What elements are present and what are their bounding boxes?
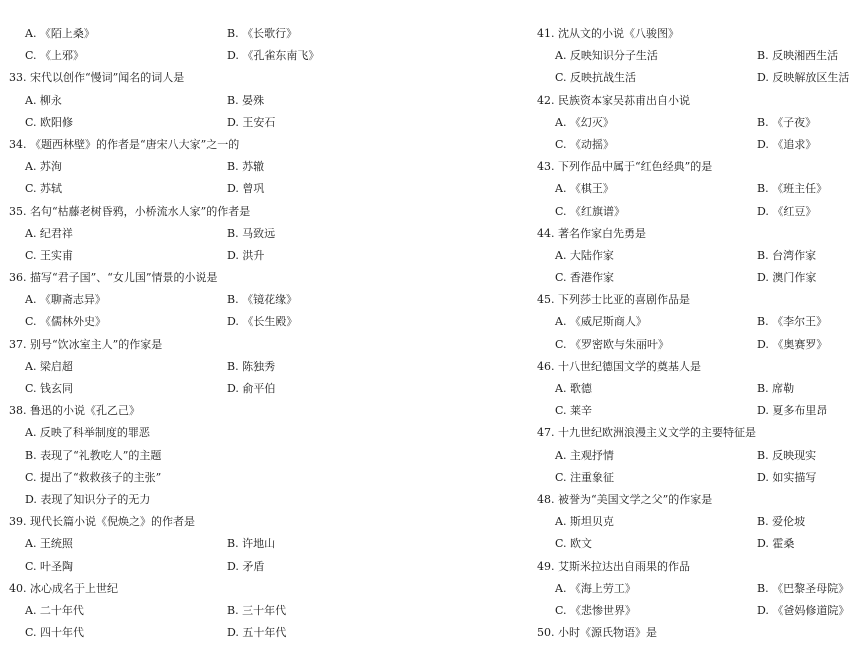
option-b: B. 晏殊 (227, 93, 265, 107)
option-c: C. 王实甫 (25, 248, 74, 262)
option-row (528, 378, 851, 400)
question-block (528, 90, 851, 157)
question-stem: 49. 艾斯米拉达出自雨果的作品 (537, 559, 690, 573)
option-a: A. 《海上劳工》 (555, 581, 636, 595)
option-row (528, 400, 851, 422)
question-stem-row (528, 622, 851, 644)
option-a: A. 二十年代 (25, 603, 84, 617)
option-b: B. 《镜花缘》 (227, 293, 298, 307)
option-c: C. 《悲惨世界》 (555, 603, 637, 617)
question-stem-row (528, 289, 851, 311)
question-block (528, 556, 851, 623)
option-row (0, 90, 526, 112)
question-stem-row (528, 90, 851, 112)
option-row (0, 489, 526, 511)
option-c: C. 提出了“救救孩子的主张” (25, 470, 162, 484)
option-b: B. 席勒 (757, 382, 795, 395)
option-row (528, 112, 851, 134)
option-c: C. 钱玄同 (25, 382, 74, 395)
option-d: D. 《红豆》 (757, 204, 817, 218)
option-c: C. 《红旗谱》 (555, 204, 626, 218)
question-block (528, 156, 851, 223)
option-b: B. 《班主任》 (757, 182, 828, 196)
option-a: A. 斯坦贝克 (555, 515, 614, 529)
question-block (0, 578, 526, 645)
question-block (0, 67, 526, 134)
option-a: A. 《棋王》 (555, 182, 614, 196)
option-row (528, 134, 851, 156)
option-d: D. 夏多布里昂 (757, 404, 828, 418)
option-d: D. 霍桑 (757, 537, 795, 551)
question-stem-row (0, 334, 526, 356)
option-row (0, 245, 526, 267)
option-row (0, 23, 526, 45)
option-d: D. 如实描写 (757, 470, 817, 484)
right-column (528, 23, 851, 644)
option-row (0, 378, 526, 400)
option-c: C. 欧阳修 (25, 115, 74, 129)
option-d: D. 《爸妈修道院》 (757, 603, 850, 617)
option-a: A. 反映知识分子生活 (555, 49, 658, 63)
option-c: C. 欧文 (555, 537, 593, 551)
option-b: B. 《子夜》 (757, 115, 817, 129)
option-row (528, 67, 851, 89)
option-d: D. 矛盾 (227, 559, 265, 573)
question-block (528, 23, 851, 90)
question-block (528, 223, 851, 290)
question-stem-row (0, 201, 526, 223)
question-stem: 35. 名句“枯藤老树昏鸦，小桥流水人家”的作者是 (9, 204, 251, 218)
option-a: A. 《聊斋志异》 (25, 293, 106, 307)
option-row (528, 45, 851, 67)
option-row (528, 178, 851, 200)
option-c: C. 《儒林外史》 (25, 315, 107, 329)
question-stem: 47. 十九世纪欧洲浪漫主义文学的主要特征是 (537, 426, 756, 440)
question-stem: 48. 被誉为“美国文学之父”的作家是 (537, 492, 713, 506)
question-block (0, 334, 526, 401)
option-d: D. 俞平伯 (227, 382, 276, 395)
question-block (0, 267, 526, 334)
question-stem: 33. 宋代以创作“慢词”闻名的词人是 (9, 71, 185, 85)
option-a: A. 主观抒情 (555, 448, 614, 462)
question-stem: 44. 著名作家白先勇是 (537, 226, 646, 240)
option-row (0, 445, 526, 467)
question-block (528, 356, 851, 423)
option-a: A. 苏洵 (25, 160, 62, 174)
option-b: B. 爱伦坡 (757, 515, 806, 529)
option-c: C. 莱辛 (555, 404, 593, 418)
option-row (528, 578, 851, 600)
option-a: A. 纪君祥 (25, 226, 73, 240)
option-b: B. 陈独秀 (227, 359, 276, 373)
option-c: C. 苏轼 (25, 182, 63, 196)
question-block (528, 622, 851, 644)
option-row (0, 356, 526, 378)
option-a: A. 王统照 (25, 537, 73, 551)
option-row (0, 422, 526, 444)
option-a: A. 《陌上桑》 (25, 27, 95, 40)
option-row (528, 533, 851, 555)
option-row (0, 622, 526, 644)
option-row (528, 467, 851, 489)
option-d: D. 表现了知识分子的无力 (25, 492, 151, 506)
left-column (0, 23, 526, 644)
option-d: D. 《孔雀东南飞》 (227, 49, 320, 63)
question-stem-row (0, 134, 526, 156)
option-a: A. 反映了科举制度的罪恶 (25, 426, 150, 440)
option-row (0, 289, 526, 311)
option-b: B. 台湾作家 (757, 248, 817, 262)
option-c: C. 《罗密欧与朱丽叶》 (555, 337, 670, 351)
option-c: C. 反映抗战生活 (555, 71, 637, 85)
option-d: D. 反映解放区生活 (757, 71, 850, 85)
question-block (0, 134, 526, 201)
option-c: C. 香港作家 (555, 271, 615, 285)
option-a: A. 《幻灭》 (555, 115, 614, 129)
option-b: B. 表现了“礼教吃人”的主题 (25, 448, 162, 462)
option-b: B. 三十年代 (227, 603, 287, 617)
option-b: B. 马致远 (227, 226, 276, 240)
question-block (0, 23, 526, 67)
question-stem: 46. 十八世纪德国文学的奠基人是 (537, 359, 701, 373)
question-stem-row (528, 23, 851, 45)
question-stem: 40. 冰心成名于上世纪 (9, 581, 118, 595)
option-c: C. 注重象征 (555, 470, 615, 484)
option-row (0, 533, 526, 555)
option-c: C. 《动摇》 (555, 137, 615, 151)
question-stem-row (0, 67, 526, 89)
option-d: D. 澳门作家 (757, 271, 817, 285)
option-c: C. 《上邪》 (25, 49, 85, 63)
question-block (0, 201, 526, 268)
option-row (0, 156, 526, 178)
option-d: D. 王安石 (227, 115, 276, 129)
option-d: D. 《追求》 (757, 137, 817, 151)
question-stem: 38. 鲁迅的小说《孔乙己》 (9, 404, 140, 418)
option-row (0, 112, 526, 134)
option-row (528, 201, 851, 223)
question-block (528, 289, 851, 356)
option-d: D. 曾巩 (227, 182, 265, 196)
option-row (0, 45, 526, 67)
question-stem-row (0, 400, 526, 422)
option-row (0, 556, 526, 578)
option-b: B. 《长歌行》 (227, 27, 298, 40)
option-row (528, 245, 851, 267)
option-d: D. 洪升 (227, 248, 265, 262)
question-block (0, 511, 526, 578)
option-b: B. 《巴黎圣母院》 (757, 581, 850, 595)
option-b: B. 《李尔王》 (757, 315, 828, 329)
question-stem-row (528, 356, 851, 378)
question-stem-row (0, 267, 526, 289)
option-b: B. 苏辙 (227, 160, 265, 174)
option-row (0, 311, 526, 333)
option-b: B. 反映湘西生活 (757, 49, 839, 63)
option-row (528, 267, 851, 289)
option-d: D. 《奥赛罗》 (757, 337, 828, 351)
option-a: A. 柳永 (25, 93, 62, 107)
option-c: C. 四十年代 (25, 626, 85, 640)
option-c: C. 叶圣陶 (25, 559, 74, 573)
question-stem-row (528, 489, 851, 511)
question-stem-row (528, 156, 851, 178)
option-d: D. 《长生殿》 (227, 315, 298, 329)
option-row (528, 511, 851, 533)
question-stem: 43. 下列作品中属于“红色经典”的是 (537, 160, 713, 174)
question-stem: 42. 民族资本家吴荪甫出自小说 (537, 93, 690, 107)
question-block (528, 489, 851, 556)
option-b: B. 反映现实 (757, 448, 817, 462)
question-stem: 50. 小时《源氏物语》是 (537, 626, 657, 640)
option-b: B. 许地山 (227, 537, 276, 551)
question-stem: 37. 别号“饮冰室主人”的作家是 (9, 337, 163, 351)
question-stem-row (528, 422, 851, 444)
option-a: A. 歌德 (555, 382, 592, 395)
question-stem: 39. 现代长篇小说《倪焕之》的作者是 (9, 515, 195, 529)
question-stem-row (0, 511, 526, 533)
question-stem: 45. 下列莎士比亚的喜剧作品是 (537, 293, 690, 307)
question-stem-row (528, 223, 851, 245)
question-stem: 41. 沈从文的小说《八骏图》 (537, 27, 679, 40)
question-block (528, 422, 851, 489)
option-row (0, 600, 526, 622)
question-block (0, 400, 526, 511)
question-stem-row (528, 556, 851, 578)
question-stem: 34. 《题西林壁》的作者是“唐宋八大家”之一的 (9, 137, 240, 151)
option-a: A. 《威尼斯商人》 (555, 315, 647, 329)
question-stem: 36. 描写“君子国”、“女儿国”情景的小说是 (9, 271, 218, 285)
option-a: A. 大陆作家 (555, 248, 614, 262)
option-row (528, 334, 851, 356)
option-row (528, 311, 851, 333)
option-row (0, 467, 526, 489)
option-d: D. 五十年代 (227, 626, 287, 640)
option-row (528, 600, 851, 622)
option-row (528, 445, 851, 467)
option-row (0, 178, 526, 200)
option-row (0, 223, 526, 245)
option-a: A. 梁启超 (25, 359, 73, 373)
question-stem-row (0, 578, 526, 600)
